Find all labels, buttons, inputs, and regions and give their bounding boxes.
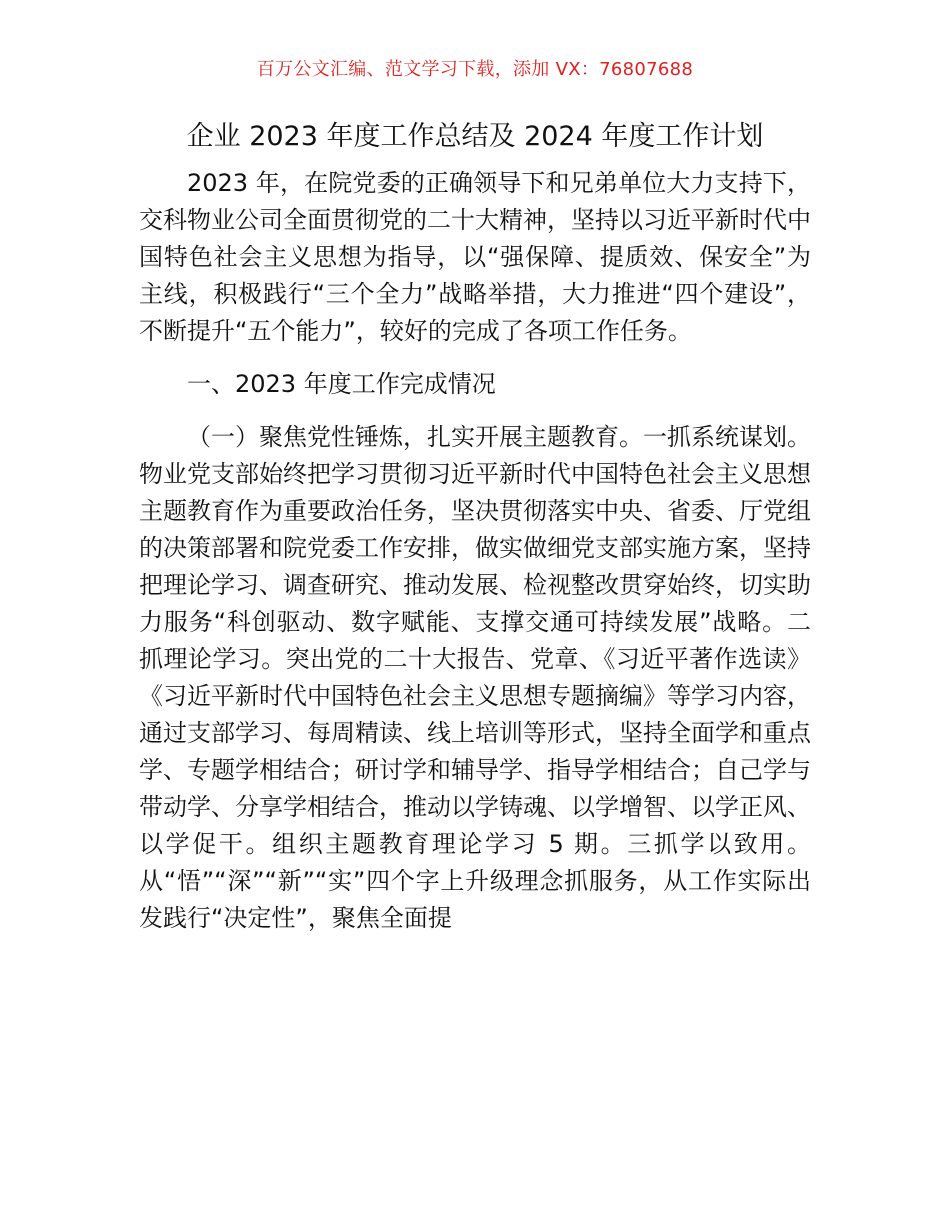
watermark-banner: 百万公文汇编、范文学习下载，添加 VX：76807688 <box>256 59 694 80</box>
section-heading: 一、2023 年度工作完成情况 <box>187 370 496 398</box>
document-title: 企业 2023 年度工作总结及 2024 年度工作计划 <box>186 121 764 152</box>
document-body <box>139 165 811 937</box>
subsection-paragraph: （一）聚焦党性锤炼，扎实开展主题教育。一抓系统谋划。物业党支部始终把学习贯彻习近平新时代中国特色社会主义思想主题教育作为重要政治任务，坚决贯彻落实中央、省委、厅党组的决策部署和院党委工作安排，做实做细党支部实施方案，坚持把理论学习、调查研究、推动发展、检视整改贯穿始终，切实助力服务“科创驱动、数字赋能、支撑交通可持续发展”战略。二抓理论学习。突出党的二十大报告、党章、《习近平著作选读》《习近平新时代中国特色社会主义思想专题摘编》等学习内容，通过支部学习、每周精读、线上培训等形式，坚持全面学和重点学、专题学相结合；研讨学和辅导学、指导学相结合；自己学与带动学、分享学相结合，推动以学铸魂、以学增智、以学正风、以学促干。组织主题教育理论学习 5 期。三抓学以致用。从“悟”“深”“新”“实”四个字上升级理念抓服务，从工作实际出发践行“决定性”，聚焦全面提 <box>139 423 811 932</box>
intro-paragraph: 2023 年，在院党委的正确领导下和兄弟单位大力支持下，交科物业公司全面贯彻党的二十大精神，坚持以习近平新时代中国特色社会主义思想为指导，以“强保障、提质效、保安全”为主线，积极践行“三个全力”战略举措，大力推进“四个建设”，不断提升“五个能力”，较好的完成了各项工作任务。 <box>139 169 811 345</box>
